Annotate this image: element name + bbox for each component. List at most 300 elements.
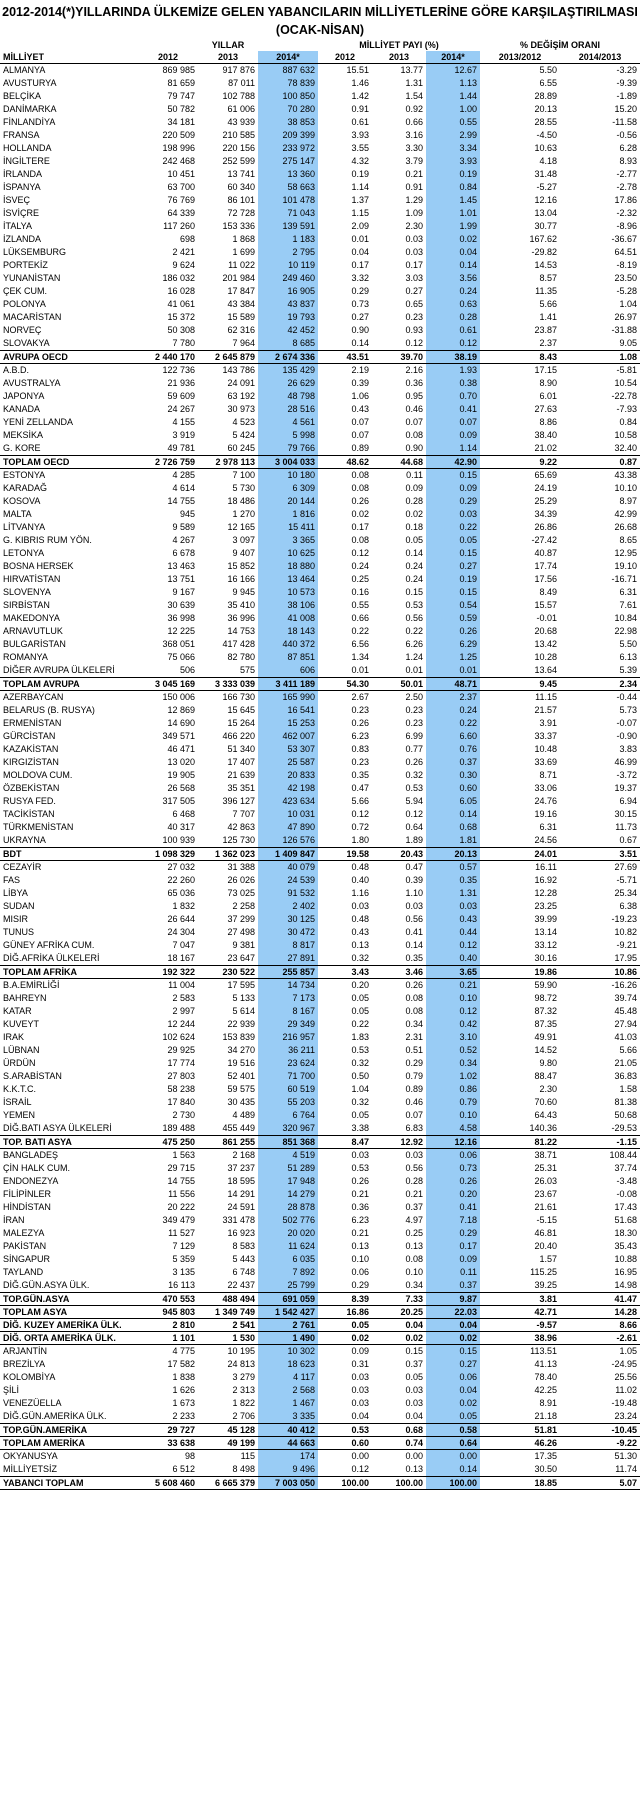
value-cell: 0.08 xyxy=(405,1006,424,1016)
nationality-cell: MEKSİKA xyxy=(3,430,44,440)
value-cell: 3.30 xyxy=(405,143,424,153)
header-group-change: % DEĞİŞİM ORANI xyxy=(520,40,601,50)
value-cell: 0.03 xyxy=(351,1372,370,1382)
value-cell: 1 832 xyxy=(172,901,195,911)
value-cell: 0.06 xyxy=(426,1371,480,1384)
value-cell: 1.44 xyxy=(426,90,480,103)
value-cell: 9 496 xyxy=(258,1463,318,1477)
value-cell: 3.43 xyxy=(318,966,372,979)
value-cell: 0.21 xyxy=(405,1189,424,1199)
nationality-cell: TOPLAM ASYA xyxy=(0,1306,138,1319)
nationality-cell: BELARUS (B. RUSYA) xyxy=(3,705,95,715)
table-row xyxy=(0,1109,640,1122)
table-row xyxy=(0,782,640,795)
value-cell: 98.72 xyxy=(534,993,558,1003)
value-cell: 59.90 xyxy=(534,980,558,990)
value-cell: 1.45 xyxy=(426,194,480,207)
value-cell: 13 463 xyxy=(167,561,195,571)
nationality-cell: BREZİLYA xyxy=(3,1359,46,1369)
value-cell: 0.02 xyxy=(372,1332,426,1345)
value-cell: 30 435 xyxy=(227,1097,255,1107)
value-cell: 5.07 xyxy=(560,1477,640,1490)
value-cell: 30.77 xyxy=(534,221,558,231)
value-cell: 0.46 xyxy=(405,404,424,414)
value-cell: 20 144 xyxy=(258,495,318,508)
value-cell: 0.30 xyxy=(426,769,480,782)
table-row xyxy=(0,1410,640,1424)
value-cell: 0.90 xyxy=(405,443,424,453)
value-cell: 0.74 xyxy=(372,1437,426,1450)
value-cell: 48 798 xyxy=(258,390,318,403)
value-cell: 12 244 xyxy=(167,1019,195,1029)
value-cell: 13.42 xyxy=(534,639,558,649)
value-cell: 60 245 xyxy=(227,443,255,453)
value-cell: 17 774 xyxy=(167,1058,195,1068)
value-cell: 46 471 xyxy=(167,744,195,754)
table-row xyxy=(0,521,640,534)
value-cell: 0.48 xyxy=(351,914,370,924)
value-cell: 0.51 xyxy=(405,1045,424,1055)
value-cell: 21.57 xyxy=(534,705,558,715)
value-cell: 0.09 xyxy=(426,482,480,495)
value-cell: 349 571 xyxy=(162,731,195,741)
value-cell: 0.15 xyxy=(426,1345,480,1359)
value-cell: 100.00 xyxy=(426,1477,480,1490)
value-cell: 2.30 xyxy=(405,221,424,231)
value-cell: 21.05 xyxy=(614,1058,638,1068)
value-cell: 1.89 xyxy=(405,835,424,845)
value-cell: 24.76 xyxy=(534,796,558,806)
table-row xyxy=(0,887,640,900)
value-cell: 18 595 xyxy=(227,1176,255,1186)
value-cell: 189 488 xyxy=(162,1123,195,1133)
value-cell: -7.93 xyxy=(616,404,638,414)
value-cell: 6 512 xyxy=(172,1464,195,1474)
value-cell: 51.30 xyxy=(614,1451,638,1461)
nationality-cell: HOLLANDA xyxy=(3,143,52,153)
nationality-cell: OKYANUSYA xyxy=(3,1451,58,1461)
nationality-cell: İSPANYA xyxy=(3,182,41,192)
value-cell: 50.68 xyxy=(614,1110,638,1120)
value-cell: 33.37 xyxy=(534,731,558,741)
value-cell: 5 998 xyxy=(258,429,318,442)
value-cell: 0.22 xyxy=(351,1019,370,1029)
value-cell: 46.99 xyxy=(614,757,638,767)
value-cell: 691 059 xyxy=(258,1293,318,1306)
nationality-cell: SLOVENYA xyxy=(3,587,51,597)
value-cell: 4 523 xyxy=(232,417,255,427)
value-cell: 6.56 xyxy=(351,639,370,649)
value-cell: 0.07 xyxy=(405,417,424,427)
value-cell: 4 775 xyxy=(172,1346,195,1356)
value-cell: 3.93 xyxy=(351,130,370,140)
nationality-cell: VENEZÜELLA xyxy=(3,1398,62,1408)
value-cell: 0.90 xyxy=(351,325,370,335)
value-cell: 1.10 xyxy=(405,888,424,898)
value-cell: 8.39 xyxy=(318,1293,372,1306)
value-cell: 87.32 xyxy=(534,1006,558,1016)
value-cell: 9 381 xyxy=(232,940,255,950)
value-cell: 0.53 xyxy=(351,1163,370,1173)
nationality-cell: A.B.D. xyxy=(3,365,30,375)
header-group-share: MİLLİYET PAYI (%) xyxy=(359,40,439,50)
value-cell: 0.12 xyxy=(405,338,424,348)
table-row xyxy=(0,246,640,259)
value-cell: 0.04 xyxy=(351,1411,370,1421)
value-cell: 6 678 xyxy=(172,548,195,558)
value-cell: -0.08 xyxy=(616,1189,638,1199)
nationality-cell: SİNGAPUR xyxy=(3,1254,51,1264)
nationality-cell: TOPLAM OECD xyxy=(0,456,138,469)
value-cell: 87.35 xyxy=(534,1019,558,1029)
table-row xyxy=(0,259,640,272)
value-cell: 5.94 xyxy=(405,796,424,806)
value-cell: 0.12 xyxy=(351,1464,370,1474)
value-cell: 2.30 xyxy=(539,1084,558,1094)
value-cell: 9 945 xyxy=(232,587,255,597)
value-cell: 5 359 xyxy=(172,1254,195,1264)
value-cell: 4 285 xyxy=(172,470,195,480)
value-cell: 3.79 xyxy=(405,156,424,166)
value-cell: 3 097 xyxy=(232,535,255,545)
value-cell: 1 409 847 xyxy=(258,848,318,861)
nationality-cell: CEZAYİR xyxy=(3,862,42,872)
value-cell: 0.12 xyxy=(405,809,424,819)
value-cell: 11 527 xyxy=(168,1228,195,1238)
value-cell: 0.05 xyxy=(426,534,480,547)
value-cell: 30.50 xyxy=(534,1464,558,1474)
value-cell: 0.73 xyxy=(351,299,370,309)
table-row xyxy=(0,821,640,834)
nationality-cell: YENİ ZELLANDA xyxy=(3,417,74,427)
value-cell: 51 289 xyxy=(258,1162,318,1175)
value-cell: 24.01 xyxy=(480,848,560,861)
value-cell: 0.32 xyxy=(351,953,370,963)
value-cell: 349 479 xyxy=(162,1215,195,1225)
value-cell: 135 429 xyxy=(258,364,318,378)
value-cell: 0.14 xyxy=(351,338,370,348)
nationality-cell: ALMANYA xyxy=(3,65,46,75)
value-cell: 4 155 xyxy=(172,417,195,427)
value-cell: 8.86 xyxy=(539,417,558,427)
value-cell: 0.28 xyxy=(405,1176,424,1186)
value-cell: 186 032 xyxy=(162,273,195,283)
total-row xyxy=(0,351,640,364)
value-cell: 1.41 xyxy=(539,312,558,322)
value-cell: 153 839 xyxy=(222,1032,255,1042)
value-cell: 1.93 xyxy=(426,364,480,378)
value-cell: 24.56 xyxy=(534,835,558,845)
value-cell: 19.10 xyxy=(614,561,638,571)
value-cell: 0.92 xyxy=(405,104,424,114)
value-cell: 16.92 xyxy=(534,875,558,885)
value-cell: 41.13 xyxy=(534,1359,558,1369)
value-cell: 38 106 xyxy=(258,599,318,612)
value-cell: 38.96 xyxy=(480,1332,560,1345)
value-cell: 43 837 xyxy=(258,298,318,311)
value-cell: 3.91 xyxy=(539,718,558,728)
value-cell: 6 748 xyxy=(232,1267,255,1277)
value-cell: 26.97 xyxy=(614,312,638,322)
value-cell: 43.51 xyxy=(318,351,372,364)
value-cell: 0.86 xyxy=(426,1083,480,1096)
value-cell: 87 851 xyxy=(258,651,318,664)
value-cell: 1 098 329 xyxy=(138,848,198,861)
table-row xyxy=(0,861,640,875)
value-cell: 0.14 xyxy=(405,548,424,558)
value-cell: 0.04 xyxy=(426,1319,480,1332)
value-cell: 2.37 xyxy=(426,691,480,705)
value-cell: 26 026 xyxy=(227,875,255,885)
value-cell: 29 715 xyxy=(167,1163,195,1173)
nationality-cell: ÖZBEKİSTAN xyxy=(3,783,60,793)
value-cell: 0.50 xyxy=(351,1071,370,1081)
table-row xyxy=(0,560,640,573)
table-body xyxy=(0,64,640,1490)
value-cell: 0.23 xyxy=(351,705,370,715)
value-cell: 14.28 xyxy=(560,1306,640,1319)
value-cell: 49.91 xyxy=(534,1032,558,1042)
table-row xyxy=(0,874,640,887)
value-cell: 192 322 xyxy=(138,966,198,979)
value-cell: 58 238 xyxy=(167,1084,195,1094)
nationality-cell: AVUSTURYA xyxy=(3,78,57,88)
value-cell: 0.68 xyxy=(372,1424,426,1437)
value-cell: 1 838 xyxy=(172,1372,195,1382)
value-cell: 35 410 xyxy=(227,600,255,610)
value-cell: 0.21 xyxy=(405,169,424,179)
value-cell: 11.73 xyxy=(615,822,638,832)
value-cell: 13.14 xyxy=(534,927,558,937)
value-cell: 81 659 xyxy=(167,78,195,88)
value-cell: 16.11 xyxy=(535,862,558,872)
value-cell: 38.40 xyxy=(534,430,558,440)
value-cell: 37 299 xyxy=(227,914,255,924)
header-col: 2012 xyxy=(138,51,198,64)
value-cell: 7 892 xyxy=(258,1266,318,1279)
value-cell: 0.53 xyxy=(405,783,424,793)
value-cell: 0.24 xyxy=(351,561,370,571)
value-cell: 0.37 xyxy=(405,1359,424,1369)
value-cell: 35.43 xyxy=(614,1241,638,1251)
value-cell: 0.55 xyxy=(351,600,370,610)
value-cell: 10 573 xyxy=(258,586,318,599)
value-cell: 3.51 xyxy=(560,848,640,861)
value-cell: 6.99 xyxy=(405,731,424,741)
table-row xyxy=(0,1371,640,1384)
value-cell: 0.08 xyxy=(351,483,370,493)
value-cell: 1.42 xyxy=(351,91,370,101)
value-cell: 6.55 xyxy=(539,78,558,88)
value-cell: 78.40 xyxy=(534,1372,558,1382)
table-row xyxy=(0,1227,640,1240)
table-row xyxy=(0,1096,640,1109)
value-cell: 0.39 xyxy=(405,875,424,885)
value-cell: 36 996 xyxy=(227,613,255,623)
value-cell: 17 948 xyxy=(258,1175,318,1188)
value-cell: 0.23 xyxy=(405,312,424,322)
nationality-cell: AVUSTRALYA xyxy=(3,378,61,388)
table-row xyxy=(0,1279,640,1293)
value-cell: 1.14 xyxy=(351,182,370,192)
table-row xyxy=(0,168,640,181)
value-cell: 0.05 xyxy=(405,1372,424,1382)
value-cell: 10.48 xyxy=(534,744,558,754)
value-cell: 117 260 xyxy=(163,221,195,231)
value-cell: 101 478 xyxy=(258,194,318,207)
table-row xyxy=(0,77,640,90)
value-cell: 0.05 xyxy=(351,1006,370,1016)
nationality-cell: TOP. BATI ASYA xyxy=(0,1136,138,1149)
table-row xyxy=(0,233,640,246)
value-cell: -29.53 xyxy=(611,1123,638,1133)
nationality-cell: K.K.T.C. xyxy=(3,1084,37,1094)
value-cell: 14.52 xyxy=(534,1045,558,1055)
value-cell: 18 486 xyxy=(227,496,255,506)
value-cell: 3.83 xyxy=(619,744,638,754)
table-row xyxy=(0,390,640,403)
nationality-cell: İRAN xyxy=(3,1215,25,1225)
value-cell: 3 045 169 xyxy=(138,678,198,691)
value-cell: 0.06 xyxy=(426,1149,480,1163)
value-cell: 16.95 xyxy=(614,1267,638,1277)
value-cell: 1.34 xyxy=(351,652,370,662)
value-cell: 8.91 xyxy=(539,1398,558,1408)
value-cell: 17.15 xyxy=(534,365,558,375)
value-cell: 39.25 xyxy=(534,1280,558,1290)
value-cell: 50.01 xyxy=(372,678,426,691)
value-cell: 0.05 xyxy=(351,993,370,1003)
value-cell: 9 167 xyxy=(172,587,195,597)
value-cell: -4.50 xyxy=(536,130,558,140)
value-cell: 11 004 xyxy=(168,980,195,990)
value-cell: 0.03 xyxy=(351,1150,370,1160)
value-cell: 4 614 xyxy=(172,483,195,493)
nationality-cell: HİNDİSTAN xyxy=(3,1202,51,1212)
value-cell: 2 997 xyxy=(172,1006,195,1016)
value-cell: 3.65 xyxy=(426,966,480,979)
value-cell: 0.04 xyxy=(405,1411,424,1421)
nationality-cell: BOSNA HERSEK xyxy=(3,561,74,571)
table-row xyxy=(0,64,640,78)
value-cell: 0.83 xyxy=(351,744,370,754)
table-row xyxy=(0,103,640,116)
value-cell: 29 727 xyxy=(138,1424,198,1437)
value-cell: 79 747 xyxy=(167,91,195,101)
value-cell: 0.27 xyxy=(351,312,370,322)
value-cell: 20.40 xyxy=(534,1241,558,1251)
value-cell: 6.83 xyxy=(405,1123,424,1133)
table-row xyxy=(0,194,640,207)
value-cell: 17.95 xyxy=(614,953,638,963)
value-cell: 0.61 xyxy=(351,117,370,127)
value-cell: 8.65 xyxy=(619,535,638,545)
value-cell: 12 869 xyxy=(167,705,195,715)
value-cell: 26 568 xyxy=(167,783,195,793)
value-cell: 0.26 xyxy=(351,1176,370,1186)
value-cell: 31 388 xyxy=(227,862,255,872)
nationality-cell: UKRAYNA xyxy=(3,835,46,845)
value-cell: -36.67 xyxy=(611,234,638,244)
value-cell: 4.58 xyxy=(426,1122,480,1136)
value-cell: 8.97 xyxy=(619,496,638,506)
value-cell: 6 035 xyxy=(258,1253,318,1266)
value-cell: 2 440 170 xyxy=(138,351,198,364)
nationality-cell: LÜKSEMBURG xyxy=(3,247,67,257)
value-cell: 14 279 xyxy=(258,1188,318,1201)
value-cell: 3.46 xyxy=(372,966,426,979)
value-cell: 25.31 xyxy=(534,1163,558,1173)
value-cell: 0.73 xyxy=(426,1162,480,1175)
value-cell: 25.29 xyxy=(534,496,558,506)
value-cell: 108.44 xyxy=(609,1150,638,1160)
value-cell: 0.09 xyxy=(405,483,424,493)
value-cell: 41 061 xyxy=(167,299,195,309)
nationality-cell: BULGARİSTAN xyxy=(3,639,66,649)
value-cell: 0.10 xyxy=(426,992,480,1005)
table-row xyxy=(0,547,640,560)
value-cell: 39.74 xyxy=(614,993,638,1003)
value-cell: 606 xyxy=(258,664,318,678)
value-cell: 60 519 xyxy=(258,1083,318,1096)
table-row xyxy=(0,1149,640,1163)
table-row xyxy=(0,769,640,782)
value-cell: 0.29 xyxy=(351,1280,370,1290)
value-cell: 9.22 xyxy=(480,456,560,469)
value-cell: 9.45 xyxy=(480,678,560,691)
value-cell: 18.85 xyxy=(480,1477,560,1490)
value-cell: 0.24 xyxy=(405,574,424,584)
value-cell: 0.61 xyxy=(426,324,480,337)
value-cell: 0.09 xyxy=(351,1346,370,1356)
value-cell: 22 260 xyxy=(167,875,195,885)
value-cell: 10.86 xyxy=(560,966,640,979)
value-cell: 11 022 xyxy=(228,260,255,270)
value-cell: 0.29 xyxy=(426,495,480,508)
value-cell: 1 816 xyxy=(258,508,318,521)
value-cell: 0.95 xyxy=(405,391,424,401)
value-cell: 0.01 xyxy=(405,665,424,675)
value-cell: 8 817 xyxy=(258,939,318,952)
table-row xyxy=(0,508,640,521)
value-cell: 12.67 xyxy=(426,64,480,78)
value-cell: 255 857 xyxy=(258,966,318,979)
value-cell: 1 490 xyxy=(258,1332,318,1345)
value-cell: 6.28 xyxy=(619,143,638,153)
value-cell: 51.68 xyxy=(614,1215,638,1225)
value-cell: 0.03 xyxy=(405,1150,424,1160)
value-cell: -22.78 xyxy=(611,391,638,401)
value-cell: 3.56 xyxy=(426,272,480,285)
value-cell: 10 119 xyxy=(258,259,318,272)
value-cell: 0.26 xyxy=(426,625,480,638)
value-cell: 0.52 xyxy=(426,1044,480,1057)
value-cell: 16 113 xyxy=(168,1280,195,1290)
value-cell: 100 850 xyxy=(258,90,318,103)
value-cell: 0.10 xyxy=(351,1254,370,1264)
nationality-cell: TUNUS xyxy=(3,927,34,937)
value-cell: 0.66 xyxy=(351,613,370,623)
value-cell: 18 167 xyxy=(167,953,195,963)
value-cell: 945 803 xyxy=(138,1306,198,1319)
value-cell: 0.08 xyxy=(405,993,424,1003)
value-cell: 0.43 xyxy=(426,913,480,926)
value-cell: 0.22 xyxy=(426,717,480,730)
value-cell: 1 822 xyxy=(232,1398,255,1408)
value-cell: 0.03 xyxy=(351,901,370,911)
nationality-cell: İTALYA xyxy=(3,221,33,231)
value-cell: 140.36 xyxy=(529,1123,558,1133)
